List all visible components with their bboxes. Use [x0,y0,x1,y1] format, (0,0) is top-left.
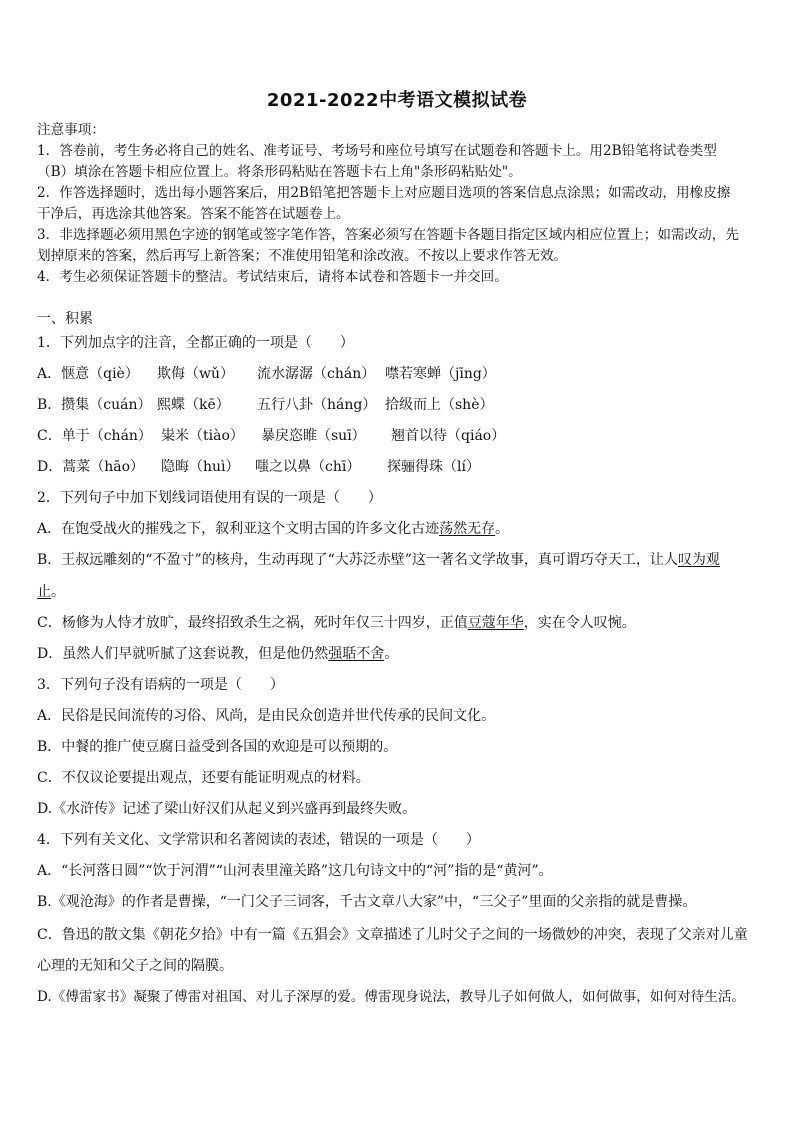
question-1-option-c [37,426,505,446]
notes-line: 干净后，再选涂其他答案。答案不能答在试题卷上。 [37,206,350,222]
question-4-option-c: C．鲁迅的散文集《朝花夕拾》中有一篇《五猖会》文章描述了儿时父子之间的一场微妙的冲突，表现了父亲对儿童 [37,927,748,943]
text: C．杨修为人恃才放旷，最终招致杀生之祸，死时年仅三十四岁，正值 [37,615,468,631]
option-item: 拾级而上（shè） [385,397,494,413]
option-item: C．单于（chán） [37,428,152,444]
question-1-option-d [37,457,480,477]
notes-line: 划掉原来的答案，然后再写上新答案；不准使用铅笔和涂改液。不按以上要求作答无效。 [37,248,568,264]
text: 。 [384,646,399,662]
option-item: 翘首以待（qiáo） [391,428,506,444]
text: A．在饱受战火的摧残之下，叙利亚这个文明古国的许多文化古迹 [37,521,440,537]
underlined-phrase: 豆蔻年华 [467,615,524,631]
option-item: 五行八卦（háng） [257,397,377,413]
question-4-option-c-cont: 心理的无知和父子之间的隔膜。 [37,958,233,974]
underlined-phrase: 强聒不舍 [328,646,385,662]
question-2-option-b [37,550,720,570]
underlined-phrase: 叹为观 [677,552,720,568]
text: 。 [495,521,510,537]
text: B．王叔远雕刻的“不盈寸”的核舟，生动再现了“大苏泛赤壁”这一著名文学故事，真可谓巧夺天工，让人 [37,552,678,568]
option-item: 熙蝶（kē） [157,397,230,413]
question-3-option-c: C．不仅议论要提出观点，还要有能证明观点的材料。 [37,770,370,786]
option-item: A．惬意（qiè） [37,366,139,382]
question-1-option-b [37,395,494,415]
text: 。 [51,584,65,600]
question-3-option-d: D.《水浒传》记述了梁山好汉们从起义到兴盛再到最终失败。 [37,801,417,817]
question-1-stem: 1．下列加点字的注音，全都正确的一项是（ ） [37,335,354,351]
notes-heading: 注意事项： [37,122,105,138]
question-3-stem: 3．下列句子没有语病的一项是（ ） [37,677,284,693]
option-item: 嗤之以鼻（chī） [255,459,361,475]
option-item: 欺侮（wǔ） [157,366,234,382]
notes-line: 2．作答选择题时，选出每小题答案后，用2B铅笔把答题卡上对应题目选项的答案信息点涂黑；如需改动，用橡皮擦 [37,185,731,201]
question-3-option-a: A．民俗是民间流传的习俗、风尚，是由民众创造并世代传承的民间文化。 [37,708,496,724]
text: D．虽然人们早就听腻了这套说教，但是他仍然 [37,646,329,662]
notes-line: （B）填涂在答题卡相应位置上。将条形码粘贴在答题卡右上角"条形码粘贴处"。 [37,164,522,180]
notes-line: 4．考生必须保证答题卡的整洁。考试结束后，请将本试卷和答题卡一并交回。 [37,269,508,285]
underlined-phrase: 荡然无存 [439,521,496,537]
notes-line: 1．答卷前，考生务必将自己的姓名、准考证号、考场号和座位号填写在试题卷和答题卡上。用2B铅笔将试卷类型 [37,143,717,159]
question-4-stem: 4．下列有关文化、文学常识和名著阅读的表述，错误的一项是（ ） [37,832,480,848]
underlined-phrase: 止 [37,584,51,600]
question-1-option-a [37,364,496,384]
option-item: 粜米（tiào） [161,428,244,444]
text: ，实在令人叹惋。 [523,615,636,631]
question-4-option-b: B.《观沧海》的作者是曹操，“一门父子三词客，千古文章八大家”中，“三父子”里面的父亲指的就是曹操。 [37,894,697,910]
option-item: 流水潺潺（chán） [257,366,376,382]
question-4-option-a: A．“长河落日圆”“饮于河渭”“山河表里潼关路”这几句诗文中的“河”指的是“黄河”。 [37,863,553,879]
question-4-option-d: D.《傅雷家书》凝聚了傅雷对祖国、对儿子深厚的爱。傅雷现身说法，教导儿子如何做人，如何做事，如何对待生活。 [37,989,746,1005]
option-item: 噤若寒蝉（jīng） [385,366,496,382]
question-2-stem: 2．下列句子中加下划线词语使用有误的一项是（ ） [37,490,382,506]
question-2-option-c [37,613,636,633]
question-3-option-b: B．中餐的推广使豆腐日益受到各国的欢迎是可以预期的。 [37,739,398,755]
section-heading: 一、积累 [37,311,93,327]
option-item: B．攒集（cuán） [37,397,152,413]
question-2-option-b-cont [37,582,65,602]
option-item: 探骊得珠（lí） [387,459,480,475]
option-item: 暴戾恣睢（suī） [261,428,366,444]
option-item: D．蒿菜（hāo） [37,459,145,475]
question-2-option-a [37,519,509,539]
notes-line: 3．非选择题必须用黑色字迹的钢笔或签字笔作答，答案必须写在答题卡各题目指定区域内相应位置上；如需改动，先 [37,227,739,243]
option-item: 隐晦（huì） [161,459,240,475]
exam-title: 2021-2022中考语文模拟试卷 [266,90,528,111]
question-2-option-d [37,644,398,664]
